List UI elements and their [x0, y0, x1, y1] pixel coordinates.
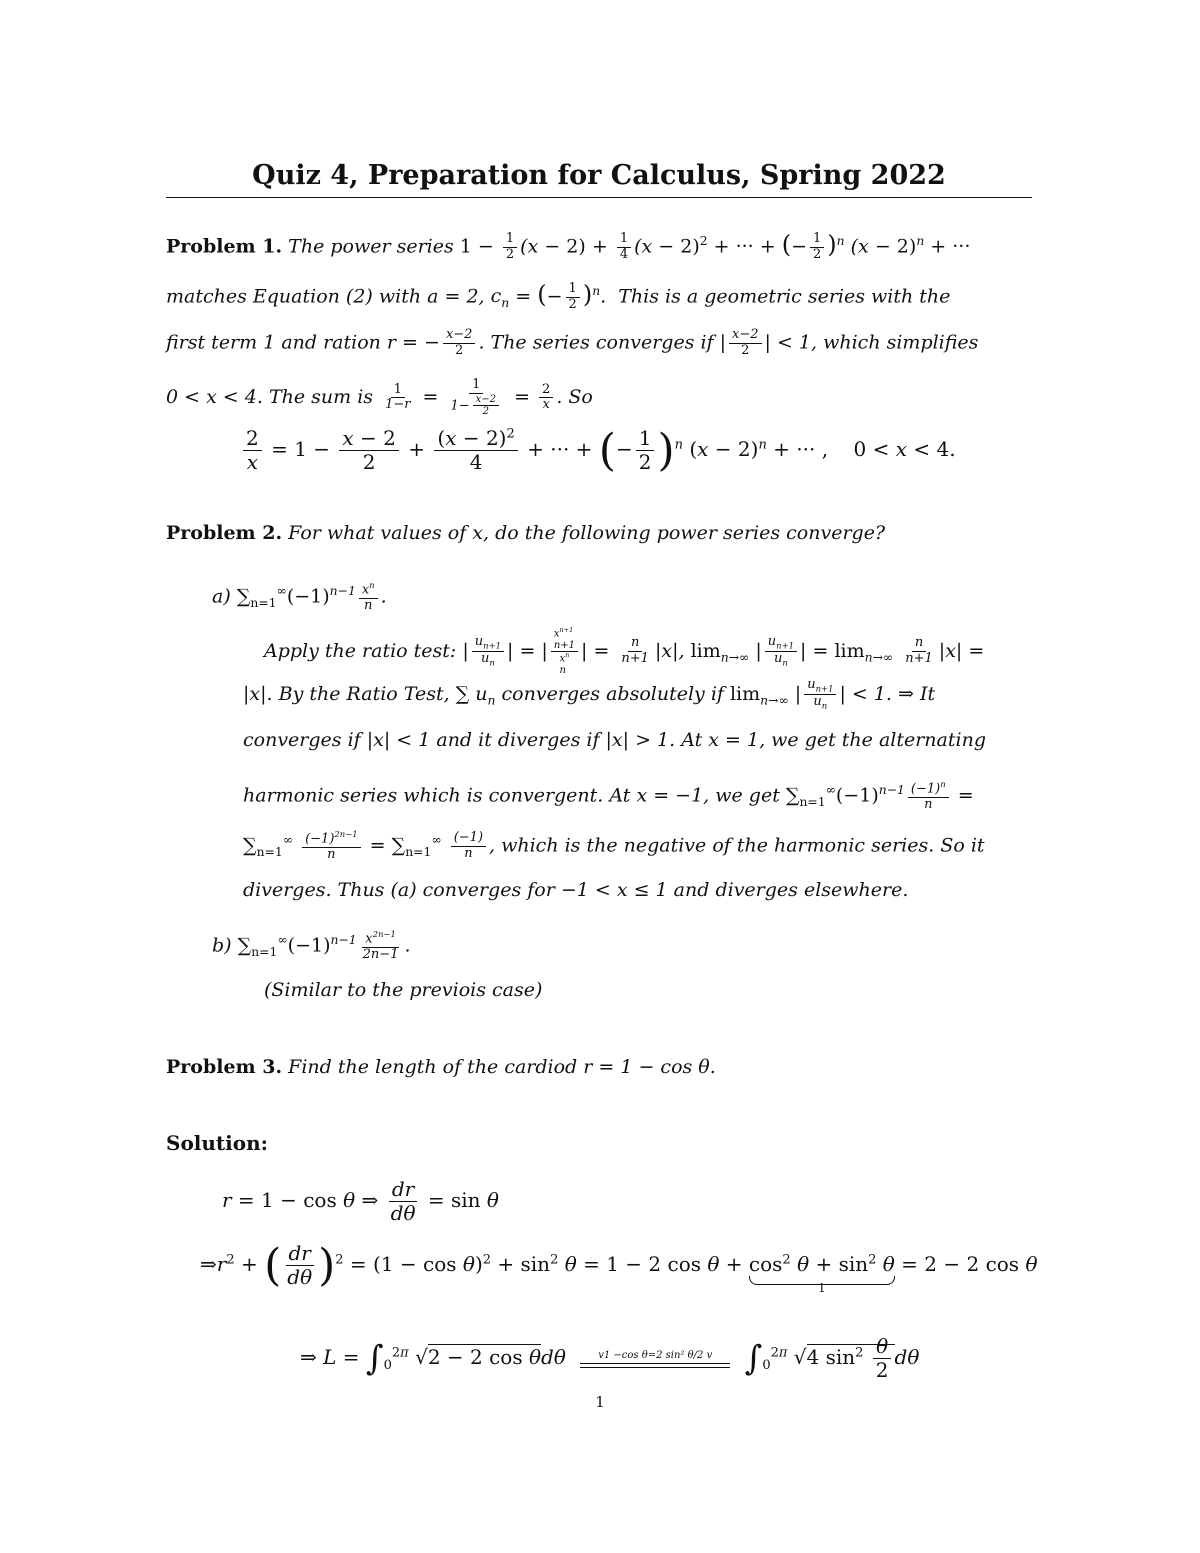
page-number: 1: [595, 1393, 605, 1411]
p2-b-label: b): [212, 934, 232, 957]
p2-a-series: a) $\sum_{n=1}^\infty(-1)^{n-1}$ $\frac{x^n}{n}$ .: [212, 579, 387, 613]
p2-a-line-4: harmonic series which is convergent. At x = −1, we get $\sum_{n=1}^\infty(-1)^{n-1}$ $\frac{(-1)^n}{n}$ =: [243, 778, 974, 812]
trig-identity-underbrace: $\cos^2 \theta + \sin^2 \theta$ 1: [748, 1252, 895, 1295]
p2-b-note: (Similar to the previois case): [264, 979, 543, 1001]
p3-eq-2: $\Rightarrow r^2$ + ( $\frac{dr}{d\theta}$ )$^2 = (1 - \cos \theta)^2 + \sin^2 \theta = 1 - 2$ $\cos \theta + \cos^2 \theta + \sin^2 \theta$ 1 = 2 − 2 cos θ: [200, 1240, 1038, 1295]
p2-question: For what values of x, do the following power series converge?: [288, 522, 886, 544]
identity-annotation: v1 −cos θ=2 sin² θ/2 v: [598, 1349, 713, 1361]
page-title: Quiz 4, Preparation for Calculus, Spring 2022: [252, 160, 946, 191]
title-rule: [166, 197, 1032, 198]
p1-line-4: 0 < x < 4. The sum is $\frac{1}{1-r}$ = 1 1− $\frac{x-2}{2}$ = $\frac{2}{x}$ . So: [166, 377, 593, 418]
p3-line-question: [166, 1054, 716, 1080]
p2-a-line-3: converges if |x| < 1 and it diverges if |x| > 1. At x = 1, we get the alternating: [243, 729, 986, 751]
p1-line-3: first term 1 and ration r = − $\frac{x-2}{2}$ . The series converges if | $\frac{x-2}{2}$ | < 1, which simplifies: [166, 327, 979, 358]
p3-label: Problem 3.: [166, 1056, 283, 1078]
p3-solution-label: Solution:: [166, 1131, 269, 1155]
p2-a-label: a): [212, 585, 231, 608]
p2-line-question: [166, 520, 885, 546]
p2-a-line-5: $\sum_{n=1}^\infty$ $\frac{(-1)^{2n-1}}{n}$ = $\sum_{n=1}^\infty$ $\frac{(-1)}{n}$ , which is the negative of the harmonic series. So it: [243, 828, 985, 862]
p2-a-line-6: diverges. Thus (a) converges for −1 < x ≤ 1 and diverges elsewhere.: [243, 879, 909, 901]
p2-label: Problem 2.: [166, 522, 283, 544]
p3-eq-1: r = 1 − cos θ ⇒ $\frac{dr}{d\theta}$ = sin θ: [222, 1177, 499, 1225]
p2-a-line-2: |x|. By the Ratio Test, ∑ $u_n$ converges absolutely if $\lim_{n\to\infty}$ | $\frac{u_{n+1}}{u_n}$ | < 1. ⇒ It: [243, 677, 936, 711]
p1-display-equation: $\frac{2}{x}$ = 1 − $\frac{x - 2}{2}$ + $\frac{(x - 2)^2}{4}$ + ··· + (− $\frac{1}{2}$ )$^n$ $(x - 2)^n$ + ··· , 0 < x < 4.: [240, 425, 956, 476]
p1-label: Problem 1.: [166, 235, 283, 258]
p2-b-series: b) $\sum_{n=1}^\infty(-1)^{n-1}$ $\frac{x^{2n-1}}{2n-1}$ .: [212, 928, 411, 962]
p1-line-1: Problem 1. The power series 1 − $\frac{1}{2}$ (x − 2) + $\frac{1}{4}$ $(x - 2)^2$ + ··· + (− $\frac{1}{2}$ )$^n$ $(x - 2)^n$ + ···: [166, 230, 971, 262]
p1-line-2: matches Equation (2) with a = 2, $c_n$ = (− $\frac{1}{2}$ )$^n$. This is a geometric series with the: [166, 280, 951, 312]
p3-eq-3: ⇒ $L = \int_0^{2\pi}$ √2 − 2 cos θdθ v1 −cos θ=2 sin² θ/2 v $\int_0^{2\pi}$ √4 $\sin^2$ $\frac{\theta}{2}$ dθ: [300, 1334, 920, 1382]
p2-a-line-1: Apply the ratio test: | $\frac{u_{n+1}}{u_n}$ | = | $x^{n+1}$ n+1 $x^n$ n | = $\frac{n}{n+1}$ |x|, $\lim_{n\to\infty}$ | $\frac{u_{n+1}}{u_n}$ | = $\lim_{n\to\infty}$ $\frac{n}{n+1}$ |x| =: [264, 626, 985, 677]
p3-question: Find the length of the cardiod r = 1 − cos θ.: [288, 1056, 716, 1078]
